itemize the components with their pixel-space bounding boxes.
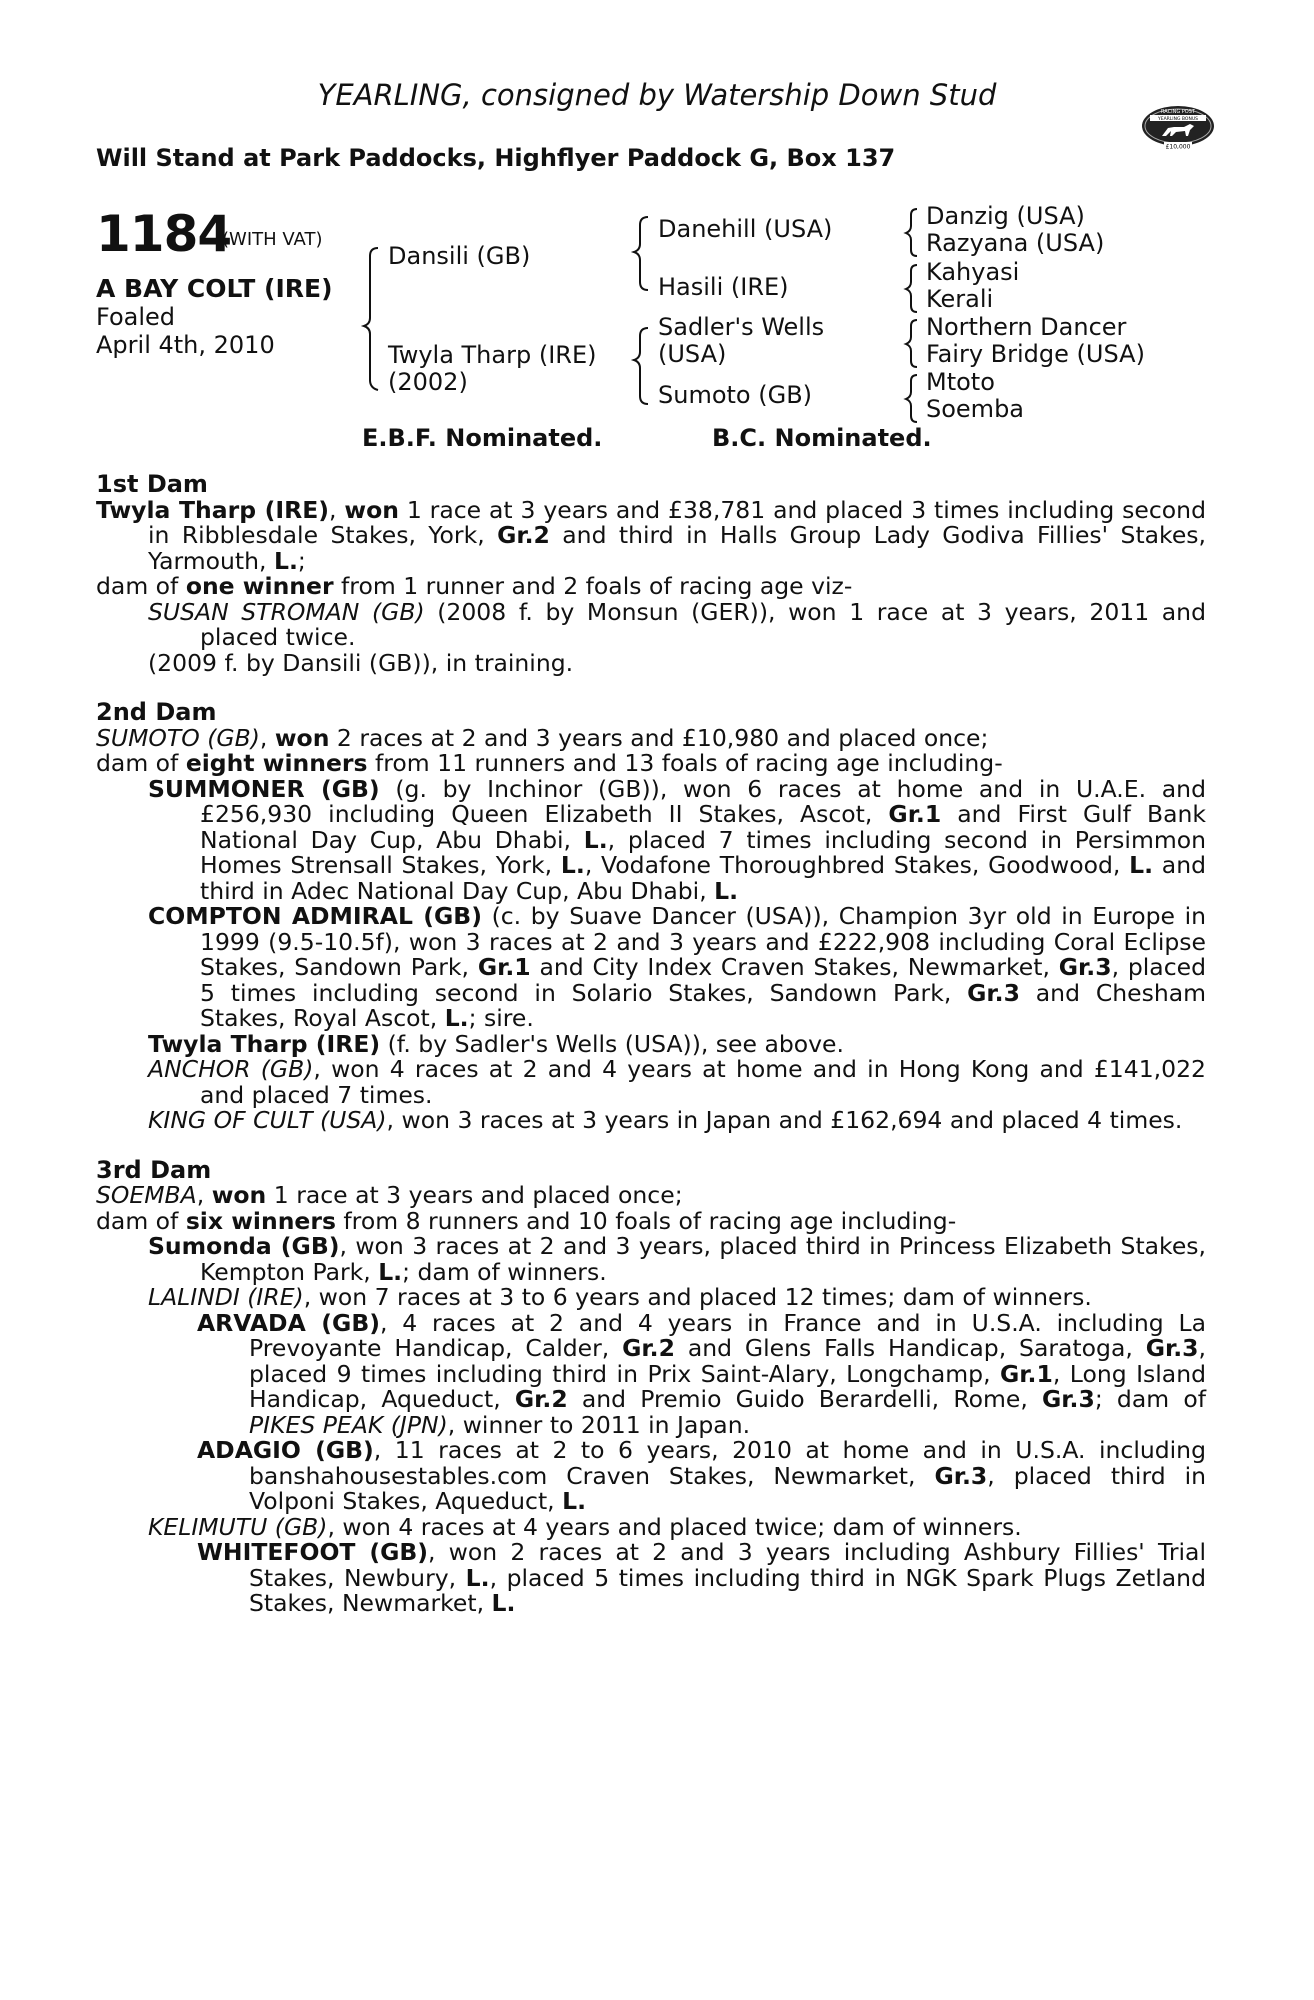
brace-dam [634,328,648,404]
sss: Danzig (USA) [926,202,1085,230]
section-heading-1st-dam: 1st Dam [96,470,208,498]
catalogue-body [96,472,1206,1617]
dsd: Fairy Bridge (USA) [926,340,1145,368]
brace-sumoto [906,375,917,422]
dam2-produce-summoner: SUMMONER (GB) (g. by Inchinor (GB)), won 6 races at home and in U.A.E. and £256,930 including Queen Elizabeth II Stakes, Ascot, Gr.1 and First Gulf Bank National Day Cup, Abu Dhabi, L., placed 7 times including second in Persimmon Homes Strensall Stakes, York, L., Vodafone Thoroughbred Stakes, Goodwood, L. and third in Adec National Day Cup, Abu Dhabi, L. [148,774,1207,905]
section-heading-2nd-dam: 2nd Dam [96,698,217,726]
sire-sire: Danehill (USA) [658,215,833,243]
ebf-nominated: E.B.F. Nominated. [362,424,603,452]
dam3-grandproduce-adagio: ADAGIO (GB), 11 races at 2 to 6 years, 2010 at home and in U.S.A. including banshahousestables.com Craven Stakes, Newmarket, Gr.3, placed third in Volponi Stakes, Aqueduct, L. [197,1436,1207,1515]
dam3-grandproduce-arvada: ARVADA (GB), 4 races at 2 and 4 years in France and in U.S.A. including La Prevoyante Handicap, Calder, Gr.2 and Glens Falls Handicap, Saratoga, Gr.3, placed 9 times including third in Prix Saint-Alary, Longchamp, Gr.1, Long Island Handicap, Aqueduct, Gr.2 and Premio Guido Berardelli, Rome, Gr.3; dam of PIKES PEAK (JPN), winner to 2011 in Japan. [197,1308,1207,1439]
dam1-produce-2: (2009 f. by Dansili (GB)), in training. [148,648,574,677]
dam3-produce-sumonda: Sumonda (GB), won 3 races at 2 and 3 years, placed third in Princess Elizabeth Stakes, Kempton Park, L.; dam of winners. [148,1232,1206,1286]
dss: Northern Dancer [926,313,1127,341]
dam3-summary: SOEMBA, won 1 race at 3 years and placed once; [96,1181,683,1209]
stand-location: Will Stand at Park Paddocks, Highflyer Paddock G, Box 137 [96,144,896,172]
brace-danehill [906,209,917,256]
pedigree-braces [0,0,1314,460]
brace-sire [634,217,648,290]
dam-sire-line1: Sadler's Wells [658,313,825,341]
sds: Kahyasi [926,258,1020,286]
brace-hasili [906,265,917,312]
foaled-label: Foaled [96,303,176,331]
dam2-produce-compton-admiral: COMPTON ADMIRAL (GB) (c. by Suave Dancer (USA)), Champion 3yr old in Europe in 1999 (9.5-10.5f), won 3 races at 2 and 3 years and £222,908 including Coral Eclipse Stakes, Sandown Park, Gr.1 and City Index Craven Stakes, Newmarket, Gr.3, placed 5 times including second in Solario Stakes, Sandown Park, Gr.3 and Chesham Stakes, Royal Ascot, L.; sire. [148,902,1207,1032]
bc-nominated: B.C. Nominated. [712,424,932,452]
foaled-date: April 4th, 2010 [96,331,275,359]
dam1-produce-1: SUSAN STROMAN (GB) (2008 f. by Monsun (GER)), won 1 race at 3 years, 2011 and placed twice. [148,597,1206,651]
badge-top-text: RACING POST [1161,109,1195,115]
sdd: Kerali [926,285,994,313]
ssd: Razyana (USA) [926,229,1105,257]
badge-bottom-text: £10,000 [1165,143,1191,151]
dam-dam: Sumoto (GB) [658,381,813,409]
dam1-produce-intro: dam of one winner from 1 runner and 2 foals of racing age viz- [96,572,853,600]
lot-name: A BAY COLT (IRE) [96,274,333,303]
page-title: YEARLING, consigned by Watership Down Stud [317,78,997,112]
ddd: Soemba [926,395,1025,423]
dam-sire-line2: (USA) [658,340,727,368]
brace-sadlers [906,320,917,367]
section-heading-3rd-dam: 3rd Dam [96,1155,212,1184]
vat-label: (WITH VAT) [222,229,323,250]
dam-name-line2: (2002) [388,368,468,396]
lot-number: 1184 [96,205,232,263]
dam-name-line1: Twyla Tharp (IRE) [388,341,597,369]
dam2-produce-intro: dam of eight winners from 11 runners and 13 foals of racing age including- [96,749,1003,777]
dam1-summary: Twyla Tharp (IRE), won 1 race at 3 years and £38,781 and placed 3 times including second in Ribblesdale Stakes, York, Gr.2 and third in Halls Group Lady Godiva Fillies' Stakes, Yarmouth, L.; [96,495,1206,575]
dam2-produce-king-of-cult: KING OF CULT (USA), won 3 races at 3 years in Japan and £162,694 and placed 4 times. [148,1106,1183,1134]
sire-dam: Hasili (IRE) [658,273,789,301]
dam2-summary: SUMOTO (GB), won 2 races at 2 and 3 years and £10,980 and placed once; [96,723,989,752]
brace-main [364,248,378,390]
sire-name: Dansili (GB) [388,242,531,270]
dam3-produce-intro: dam of six winners from 8 runners and 10 foals of racing age including- [96,1206,957,1235]
dam3-grandproduce-whitefoot: WHITEFOOT (GB), won 2 races at 2 and 3 years including Ashbury Fillies' Trial Stakes, Newbury, L., placed 5 times including third in NGK Spark Plugs Zetland Stakes, Newmarket, L. [197,1538,1206,1617]
dam3-produce-lalindi: LALINDI (IRE), won 7 races at 3 to 6 years and placed 12 times; dam of winners. [148,1283,1092,1311]
dam3-produce-kelimutu: KELIMUTU (GB), won 4 races at 4 years and placed twice; dam of winners. [148,1512,1022,1541]
dam2-produce-anchor: ANCHOR (GB), won 4 races at 2 and 4 years at home and in Hong Kong and £141,022 and placed 7 times. [148,1055,1206,1109]
badge-mid-text: YEARLING BONUS [1158,117,1198,122]
dam2-produce-twyla-tharp: Twyla Tharp (IRE) (f. by Sadler's Wells (USA)), see above. [148,1029,844,1058]
dds: Mtoto [926,368,995,396]
